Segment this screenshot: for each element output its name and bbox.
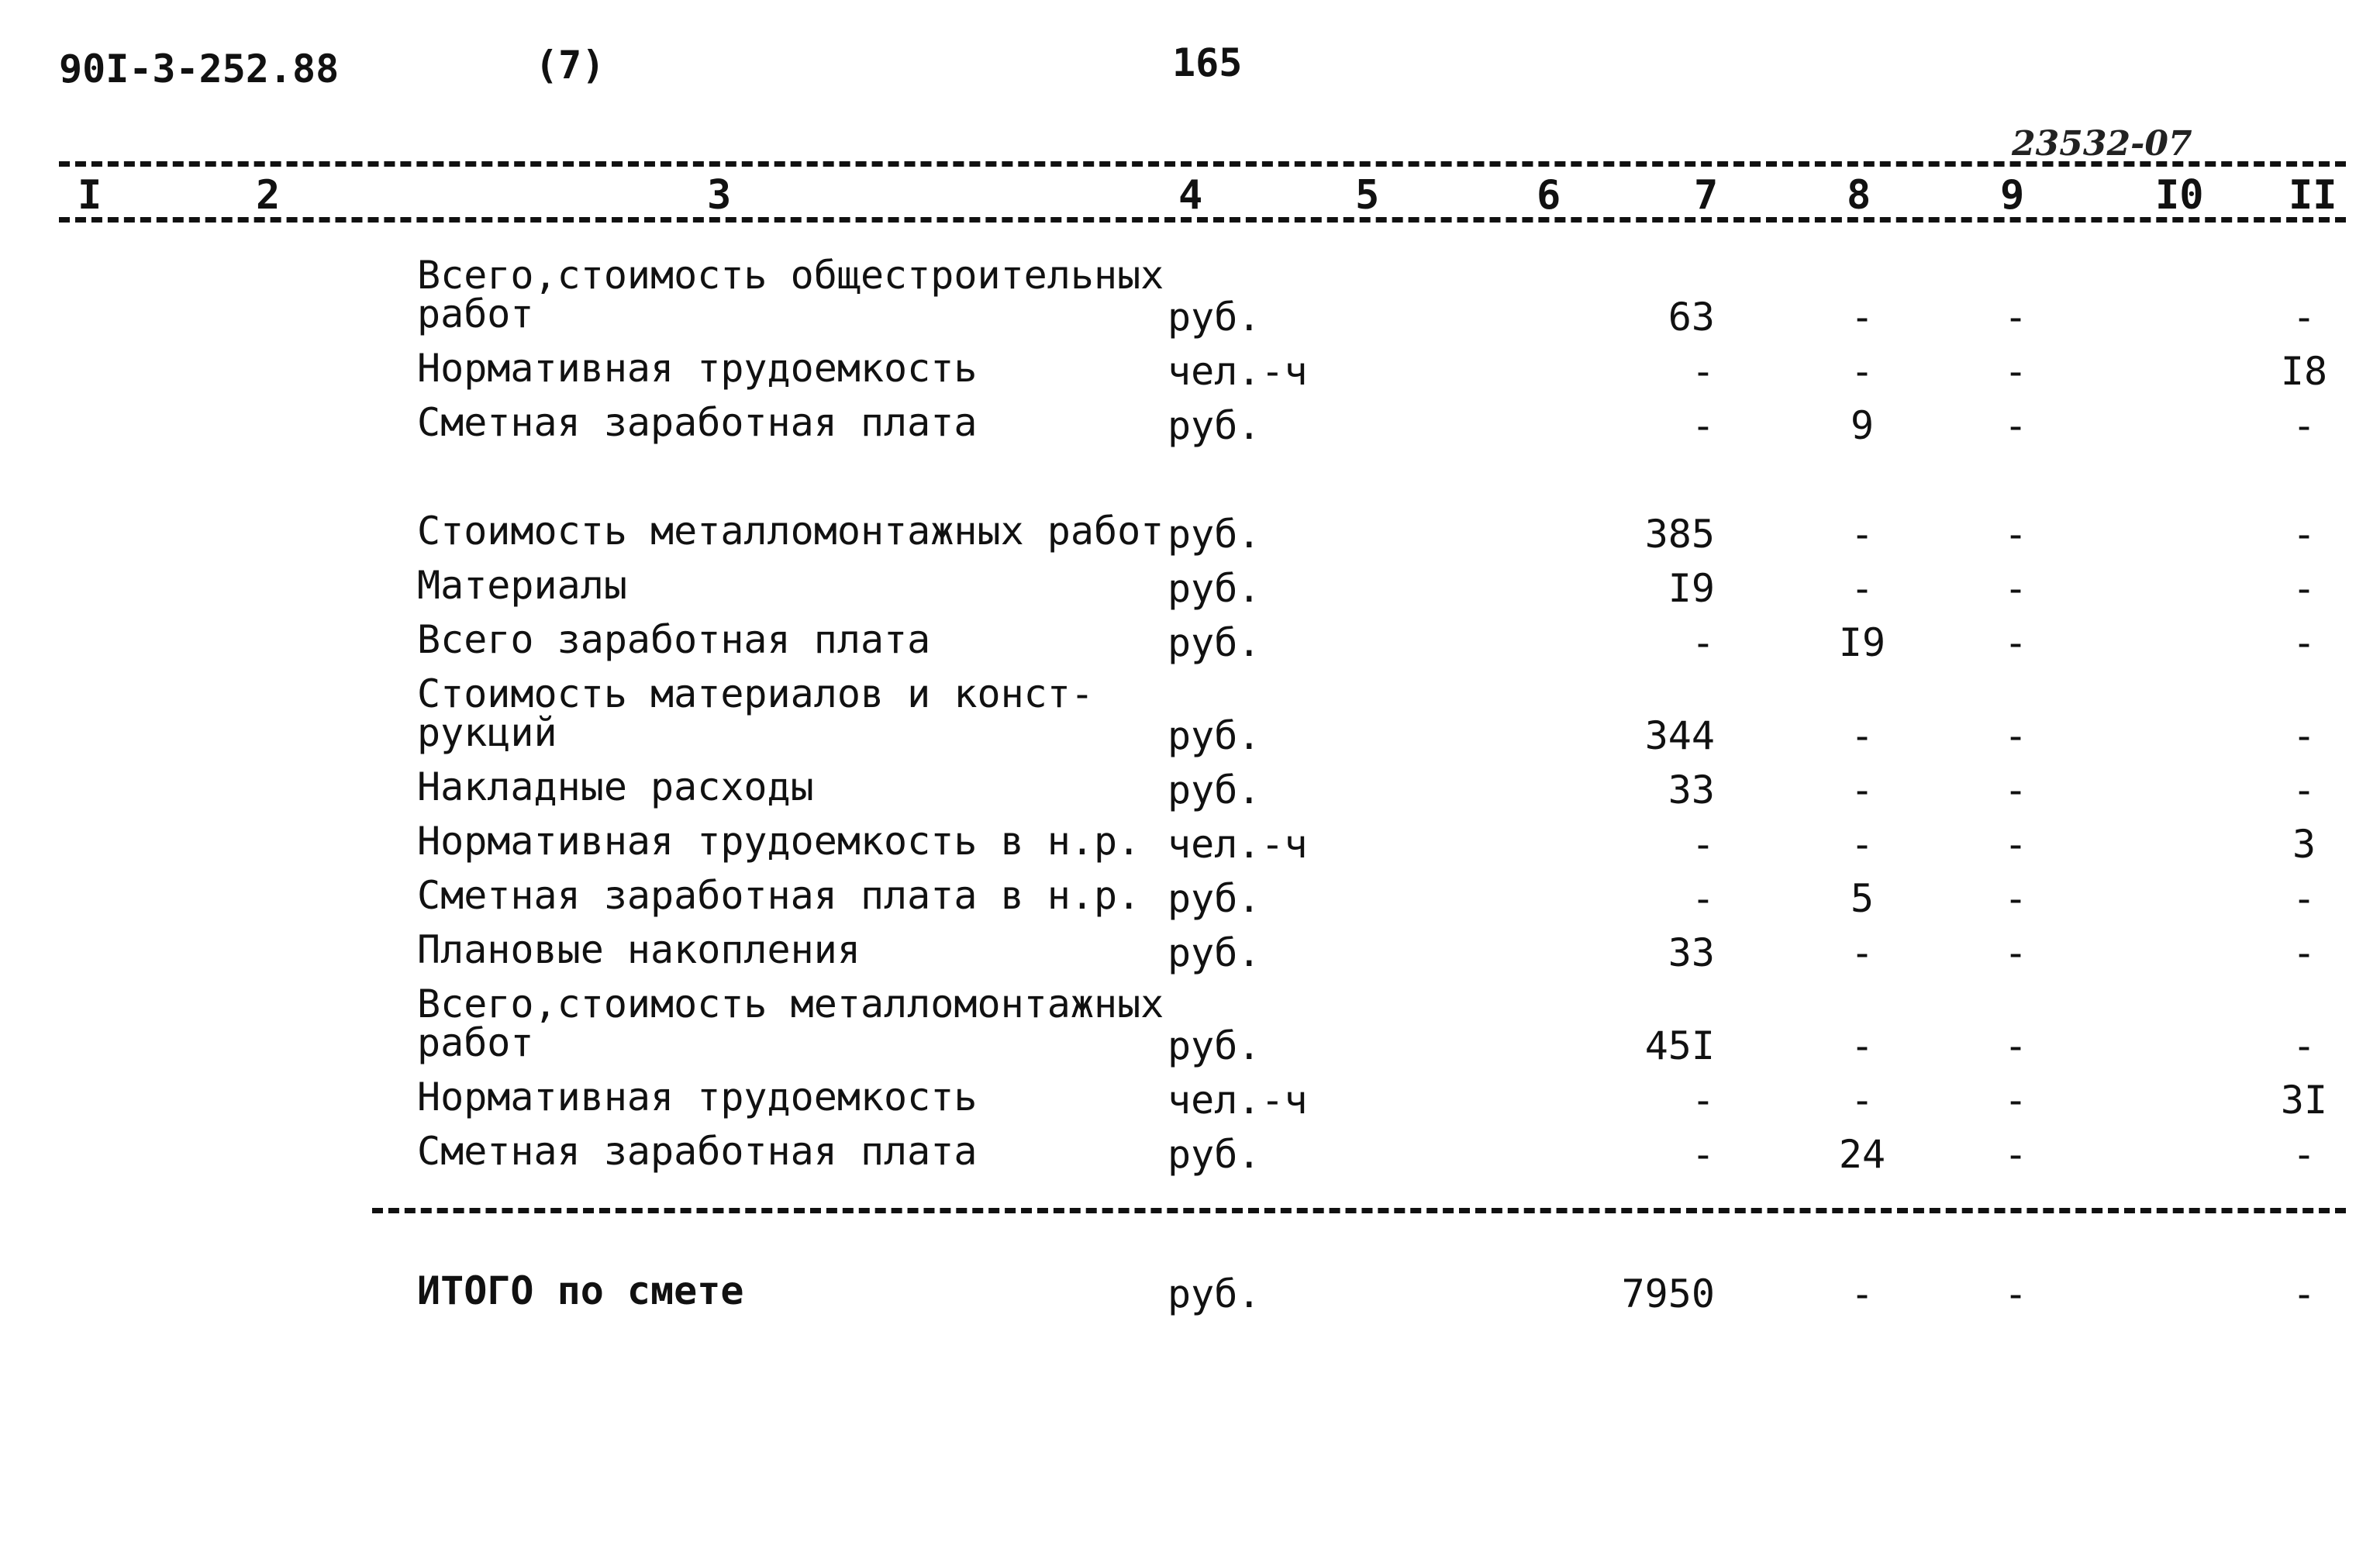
row-description-line: Стоимость материалов и конст- bbox=[417, 671, 1094, 716]
col11-cell: - bbox=[2292, 1132, 2316, 1177]
col9-cell: - bbox=[2003, 295, 2028, 340]
col7-cell: 45I bbox=[1644, 1023, 1715, 1068]
col8-cell: 9 bbox=[1850, 403, 1875, 448]
col8-cell: - bbox=[1850, 768, 1875, 813]
col9-cell: - bbox=[2003, 512, 2028, 557]
col11-cell: - bbox=[2292, 1271, 2316, 1316]
col9-cell: - bbox=[2003, 713, 2028, 758]
col9-cell: - bbox=[2003, 349, 2028, 394]
col9-cell: - bbox=[2003, 403, 2028, 448]
column-number-6: 6 bbox=[1537, 172, 1561, 219]
row-description bbox=[417, 346, 978, 391]
col8-cell: - bbox=[1850, 822, 1875, 867]
col8-cell: - bbox=[1850, 349, 1875, 394]
row-description-line: Всего заработная плата bbox=[417, 617, 931, 662]
col9-cell: - bbox=[2003, 566, 2028, 611]
col11-cell: - bbox=[2292, 876, 2316, 921]
col11-cell: - bbox=[2292, 403, 2316, 448]
row-description-line: Всего,стоимость общестроительных bbox=[417, 253, 1164, 298]
col11-cell: - bbox=[2292, 620, 2316, 665]
col8-cell: - bbox=[1850, 713, 1875, 758]
col7-cell: - bbox=[1691, 822, 1715, 867]
column-number-10: I0 bbox=[2155, 172, 2204, 219]
row-description bbox=[417, 400, 978, 445]
row-description bbox=[417, 819, 1141, 864]
total-label: ИТОГО по смете bbox=[417, 1268, 744, 1313]
unit-cell: руб. bbox=[1168, 1271, 1261, 1316]
column-number-8: 8 bbox=[1847, 172, 1871, 219]
column-number-5: 5 bbox=[1355, 172, 1380, 219]
row-description-line: работ bbox=[417, 1020, 534, 1065]
row-description-line: Сметная заработная плата bbox=[417, 400, 978, 445]
col11-cell: - bbox=[2292, 295, 2316, 340]
row-description-line: Нормативная трудоемкость bbox=[417, 346, 978, 391]
unit-cell: чел.-ч bbox=[1168, 822, 1308, 867]
column-number-3: 3 bbox=[707, 172, 732, 219]
col8-cell: - bbox=[1850, 930, 1875, 975]
col11-cell: 3 bbox=[2292, 822, 2316, 867]
col11-cell: - bbox=[2292, 930, 2316, 975]
col7-cell: - bbox=[1691, 620, 1715, 665]
row-description bbox=[417, 671, 1094, 755]
total-separator bbox=[372, 1208, 2346, 1213]
row-description bbox=[417, 982, 1164, 1065]
col8-cell: - bbox=[1850, 512, 1875, 557]
document-code: 90I-3-252.88 bbox=[59, 47, 340, 91]
unit-cell: чел.-ч bbox=[1168, 1078, 1308, 1123]
unit-cell: руб. bbox=[1168, 1132, 1261, 1177]
col8-cell: 24 bbox=[1838, 1132, 1886, 1177]
col7-cell: I9 bbox=[1668, 566, 1715, 611]
col8-cell: 5 bbox=[1850, 876, 1875, 921]
col9-cell: - bbox=[2003, 876, 2028, 921]
row-description bbox=[417, 617, 931, 662]
col7-cell: - bbox=[1691, 403, 1715, 448]
col7-cell: - bbox=[1691, 1132, 1715, 1177]
column-number-2: 2 bbox=[256, 172, 281, 219]
col11-cell: 3I bbox=[2280, 1078, 2328, 1123]
col8-cell: - bbox=[1850, 1271, 1875, 1316]
col7-cell: - bbox=[1691, 876, 1715, 921]
unit-cell: руб. bbox=[1168, 512, 1261, 557]
col8-cell: - bbox=[1850, 566, 1875, 611]
row-description-line: Материалы bbox=[417, 563, 627, 608]
row-description-line: рукций bbox=[417, 710, 557, 755]
column-number-11: II bbox=[2289, 172, 2337, 219]
col11-cell: - bbox=[2292, 566, 2316, 611]
row-description-line: Плановые накопления bbox=[417, 927, 861, 972]
column-number-9: 9 bbox=[2000, 172, 2025, 219]
unit-cell: руб. bbox=[1168, 566, 1261, 611]
row-description-line: Сметная заработная плата в н.р. bbox=[417, 873, 1141, 918]
col11-cell: - bbox=[2292, 768, 2316, 813]
unit-cell: руб. bbox=[1168, 403, 1261, 448]
row-description bbox=[417, 1129, 978, 1174]
col11-cell: - bbox=[2292, 1023, 2316, 1068]
col9-cell: - bbox=[2003, 1023, 2028, 1068]
total-value: 7950 bbox=[1621, 1271, 1715, 1316]
row-description bbox=[417, 873, 1141, 918]
column-number-4: 4 bbox=[1178, 172, 1203, 219]
part-number: (7) bbox=[535, 43, 605, 88]
col11-cell: - bbox=[2292, 713, 2316, 758]
col9-cell: - bbox=[2003, 1132, 2028, 1177]
row-description-line: Нормативная трудоемкость в н.р. bbox=[417, 819, 1141, 864]
col9-cell: - bbox=[2003, 1271, 2028, 1316]
col8-cell: - bbox=[1850, 295, 1875, 340]
col7-cell: 33 bbox=[1668, 768, 1715, 813]
col7-cell: 33 bbox=[1668, 930, 1715, 975]
unit-cell: руб. bbox=[1168, 930, 1261, 975]
col11-cell: I8 bbox=[2280, 349, 2328, 394]
unit-cell: руб. bbox=[1168, 876, 1261, 921]
row-description-line: Сметная заработная плата bbox=[417, 1129, 978, 1174]
unit-cell: руб. bbox=[1168, 295, 1261, 340]
row-description bbox=[417, 764, 814, 809]
col9-cell: - bbox=[2003, 620, 2028, 665]
row-description-line: работ bbox=[417, 292, 534, 336]
row-description bbox=[417, 927, 861, 972]
header-top-rule bbox=[59, 161, 2346, 167]
column-number-1: I bbox=[78, 172, 102, 219]
col7-cell: - bbox=[1691, 1078, 1715, 1123]
col9-cell: - bbox=[2003, 1078, 2028, 1123]
unit-cell: чел.-ч bbox=[1168, 349, 1308, 394]
unit-cell: руб. bbox=[1168, 1023, 1261, 1068]
column-number-7: 7 bbox=[1694, 172, 1719, 219]
col7-cell: - bbox=[1691, 349, 1715, 394]
col9-cell: - bbox=[2003, 822, 2028, 867]
row-description bbox=[417, 253, 1164, 336]
unit-cell: руб. bbox=[1168, 768, 1261, 813]
row-description bbox=[417, 1075, 978, 1120]
row-description-line: Стоимость металломонтажных работ bbox=[417, 509, 1164, 554]
col7-cell: 344 bbox=[1644, 713, 1715, 758]
row-description-line: Всего,стоимость металломонтажных bbox=[417, 982, 1164, 1026]
col8-cell: - bbox=[1850, 1023, 1875, 1068]
col8-cell: - bbox=[1850, 1078, 1875, 1123]
col9-cell: - bbox=[2003, 768, 2028, 813]
col8-cell: I9 bbox=[1838, 620, 1886, 665]
handwritten-stamp: 23532-07 bbox=[2012, 124, 2192, 164]
col11-cell: - bbox=[2292, 512, 2316, 557]
row-description bbox=[417, 563, 627, 608]
page-number: 165 bbox=[1172, 40, 1243, 85]
unit-cell: руб. bbox=[1168, 620, 1261, 665]
col7-cell: 63 bbox=[1668, 295, 1715, 340]
unit-cell: руб. bbox=[1168, 713, 1261, 758]
row-description bbox=[417, 509, 1164, 554]
col7-cell: 385 bbox=[1644, 512, 1715, 557]
row-description-line: Нормативная трудоемкость bbox=[417, 1075, 978, 1120]
row-description-line: Накладные расходы bbox=[417, 764, 814, 809]
col9-cell: - bbox=[2003, 930, 2028, 975]
